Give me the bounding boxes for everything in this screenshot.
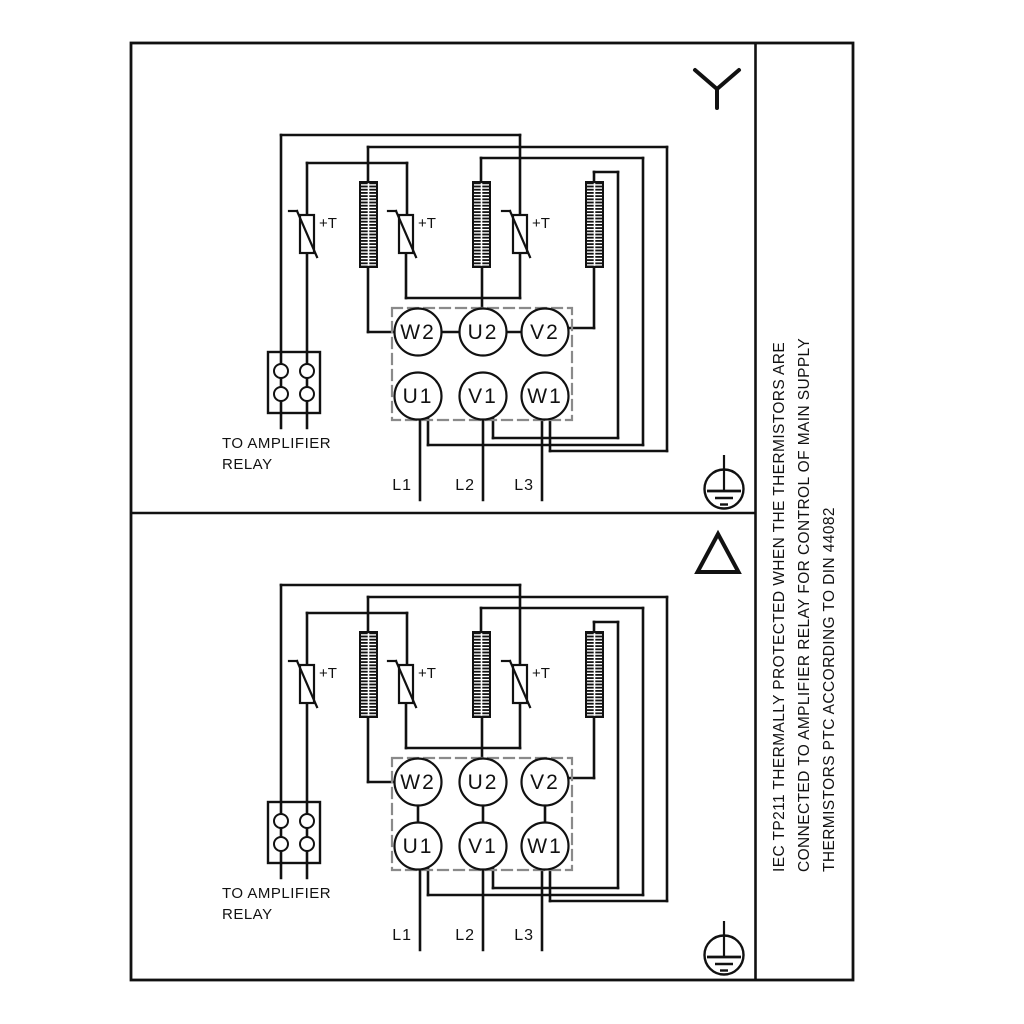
side-note (771, 338, 838, 872)
supply-l2: L2 (455, 477, 475, 494)
terminal-u1: U1 (402, 835, 434, 858)
supply-l1: L1 (392, 927, 412, 944)
terminal-u2: U2 (467, 321, 499, 344)
thermistor-label: +T (418, 215, 436, 232)
thermistor-label: +T (532, 665, 550, 682)
delta-icon (698, 534, 739, 572)
supply-l3: L3 (514, 927, 534, 944)
relay-note-line2: RELAY (222, 906, 273, 923)
relay-note-line1: TO AMPLIFIER (222, 885, 332, 902)
side-note-line1: IEC TP211 THERMALLY PROTECTED WHEN THE THERMISTORS ARE (771, 341, 788, 872)
thermistor-label: +T (319, 215, 337, 232)
terminal-v1: V1 (468, 835, 498, 858)
terminal-u2: U2 (467, 771, 499, 794)
terminal-v2: V2 (530, 321, 560, 344)
panel-star (268, 70, 744, 509)
terminal-w2: W2 (400, 321, 436, 344)
terminal-v1: V1 (468, 385, 498, 408)
star-icon (695, 70, 739, 108)
relay-note-line2: RELAY (222, 456, 273, 473)
supply-l3: L3 (514, 477, 534, 494)
thermistor-label: +T (418, 665, 436, 682)
side-note-line2: CONNECTED TO AMPLIFIER RELAY FOR CONTROL OF MAIN SUPPLY (796, 337, 813, 872)
terminal-w1: W1 (527, 385, 563, 408)
relay-note-line1: TO AMPLIFIER (222, 435, 332, 452)
thermistor-label: +T (319, 665, 337, 682)
terminal-w2: W2 (400, 771, 436, 794)
thermistor-label: +T (532, 215, 550, 232)
panel-delta (268, 534, 744, 975)
terminal-w1: W1 (527, 835, 563, 858)
terminal-v2: V2 (530, 771, 560, 794)
supply-l2: L2 (455, 927, 475, 944)
supply-l1: L1 (392, 477, 412, 494)
terminal-u1: U1 (402, 385, 434, 408)
side-note-line3: THERMISTORS PTC ACCORDING TO DIN 44082 (821, 507, 838, 872)
